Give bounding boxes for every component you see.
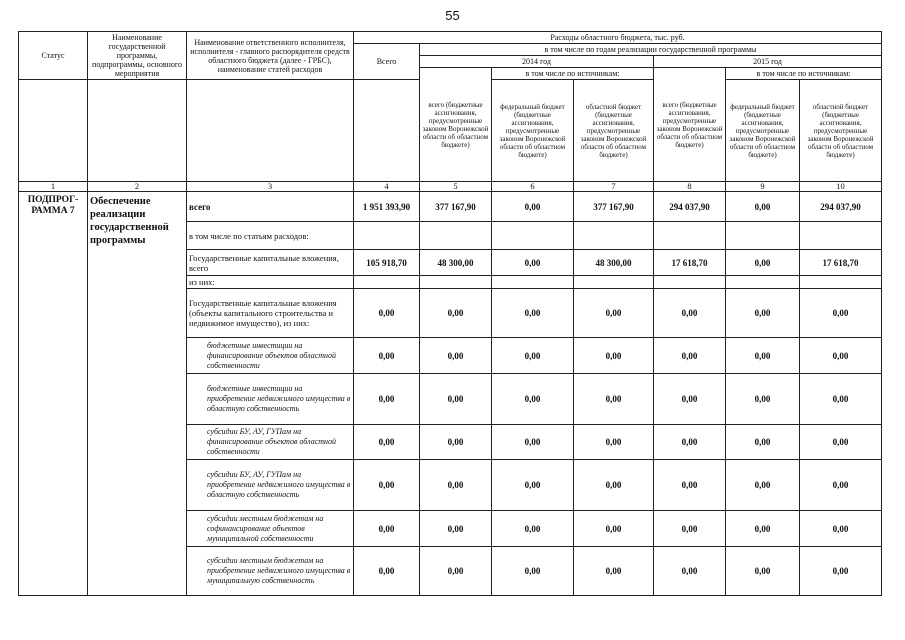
row-label: Государственные капитальные вложения (объекты капитального строительства и недвижимое имущество), из них: [187,289,354,338]
cell-value [800,276,882,289]
header-total-2015: всего (бюджетные ассигнования, предусмотренные законом Воронежской области об областном бюджете) [654,68,726,182]
header-regional-2014: областной бюджет (бюджетные ассигнования, предусмотренные законом Воронежской области об областном бюджете) [574,80,654,182]
cell-value: 0,00 [726,425,800,460]
header-year-2015: 2015 год [654,56,882,68]
row-label: субсидии местным бюджетам на приобретение недвижимого имущества в муниципальную собственность [187,547,354,596]
cell-value: 0,00 [800,374,882,425]
cell-value: 105 918,70 [354,250,420,276]
cell-value: 0,00 [354,547,420,596]
column-number: 4 [354,182,420,192]
cell-value [492,276,574,289]
row-label: в том числе по статьям расходов: [187,222,354,250]
header-by-sources-2014: в том числе по источникам: [492,68,654,80]
cell-value: 0,00 [654,289,726,338]
cell-value: 0,00 [420,511,492,547]
header-year-2014: 2014 год [420,56,654,68]
cell-value: 0,00 [654,460,726,511]
cell-value: 0,00 [420,547,492,596]
cell-value: 0,00 [354,511,420,547]
cell-value: 0,00 [726,289,800,338]
header-spacer [19,80,88,182]
row-label: Государственные капитальные вложения, всего [187,250,354,276]
header-spacer [187,80,354,182]
header-total: Всего [354,44,420,80]
cell-value: 0,00 [492,374,574,425]
header-by-years: в том числе по годам реализации государственной программы [420,44,882,56]
cell-value [726,222,800,250]
header-spacer [88,80,187,182]
cell-value: 0,00 [654,425,726,460]
header-spacer [354,80,420,182]
cell-value: 0,00 [800,547,882,596]
cell-value: 0,00 [420,338,492,374]
cell-value: 0,00 [492,338,574,374]
column-number: 1 [19,182,88,192]
cell-value: 0,00 [492,511,574,547]
cell-value: 0,00 [726,250,800,276]
cell-value: 0,00 [574,289,654,338]
cell-value: 294 037,90 [654,192,726,222]
cell-value: 0,00 [574,338,654,374]
table-row [19,192,882,222]
cell-value: 0,00 [726,374,800,425]
cell-value: 0,00 [354,460,420,511]
cell-value: 294 037,90 [800,192,882,222]
cell-value: 0,00 [726,460,800,511]
cell-value: 0,00 [354,425,420,460]
budget-table [18,31,882,596]
cell-value: 0,00 [420,460,492,511]
subprogram-status: ПОДПРОГ-РАММА 7 [19,192,88,596]
column-number: 6 [492,182,574,192]
header-program-name: Наименование государственной программы, подпрограммы, основного мероприятия [88,32,187,80]
column-number: 2 [88,182,187,192]
cell-value: 17 618,70 [654,250,726,276]
cell-value [574,222,654,250]
header-by-sources-2015: в том числе по источникам: [726,68,882,80]
cell-value: 0,00 [354,374,420,425]
cell-value: 0,00 [492,460,574,511]
cell-value: 0,00 [574,374,654,425]
cell-value: 48 300,00 [574,250,654,276]
program-name: Обеспечение реализации государственной программы [88,192,187,596]
cell-value: 0,00 [574,425,654,460]
cell-value [420,276,492,289]
cell-value: 0,00 [574,511,654,547]
cell-value: 0,00 [654,547,726,596]
cell-value: 0,00 [492,192,574,222]
page-number: 55 [445,8,460,23]
cell-value [574,276,654,289]
column-number: 5 [420,182,492,192]
column-number: 7 [574,182,654,192]
cell-value: 0,00 [492,250,574,276]
row-label: всего [187,192,354,222]
column-number: 3 [187,182,354,192]
cell-value: 0,00 [800,460,882,511]
cell-value: 0,00 [354,289,420,338]
cell-value: 0,00 [726,511,800,547]
cell-value: 0,00 [726,338,800,374]
cell-value [726,276,800,289]
column-number: 9 [726,182,800,192]
cell-value: 0,00 [420,425,492,460]
cell-value [492,222,574,250]
cell-value: 0,00 [492,425,574,460]
cell-value: 0,00 [654,374,726,425]
row-label: субсидии БУ, АУ, ГУПам на финансирование объектов областной собственности [187,425,354,460]
column-number: 10 [800,182,882,192]
cell-value [354,222,420,250]
cell-value: 0,00 [654,338,726,374]
cell-value: 377 167,90 [420,192,492,222]
cell-value: 377 167,90 [574,192,654,222]
header-federal-2014: федеральный бюджет (бюджетные ассигнования, предусмотренные законом Воронежской области об областном бюджете) [492,80,574,182]
header-status: Статус [19,32,88,80]
cell-value [354,276,420,289]
cell-value: 0,00 [654,511,726,547]
cell-value: 0,00 [800,511,882,547]
header-federal-2015: федеральный бюджет (бюджетные ассигнования, предусмотренные законом Воронежской области об областном бюджете) [726,80,800,182]
row-label: из них: [187,276,354,289]
cell-value: 0,00 [800,425,882,460]
cell-value: 0,00 [800,289,882,338]
cell-value: 0,00 [492,547,574,596]
header-expenses: Расходы областного бюджета, тыс. руб. [354,32,882,44]
cell-value: 0,00 [492,289,574,338]
column-number-row [19,182,882,192]
cell-value: 17 618,70 [800,250,882,276]
cell-value: 0,00 [420,289,492,338]
header-executor: Наименование ответственного исполнителя, исполнителя - главного распорядителя средств областного бюджета (далее - ГРБС), наименование статей расходов [187,32,354,80]
cell-value [420,222,492,250]
cell-value: 48 300,00 [420,250,492,276]
cell-value [654,222,726,250]
row-label: бюджетные инвестиции на приобретение недвижимого имущества в областную собственность [187,374,354,425]
cell-value: 0,00 [354,338,420,374]
cell-value: 0,00 [726,547,800,596]
cell-value: 0,00 [800,338,882,374]
cell-value: 0,00 [420,374,492,425]
cell-value: 0,00 [726,192,800,222]
row-label: субсидии местным бюджетам на софинансирование объектов муниципальной собственности [187,511,354,547]
column-number: 8 [654,182,726,192]
cell-value: 0,00 [574,460,654,511]
cell-value [800,222,882,250]
cell-value: 0,00 [574,547,654,596]
cell-value [654,276,726,289]
header-regional-2015: областной бюджет (бюджетные ассигнования, предусмотренные законом Воронежской области об областном бюджете) [800,80,882,182]
cell-value: 1 951 393,90 [354,192,420,222]
row-label: субсидии БУ, АУ, ГУПам на приобретение недвижимого имущества в областную собственность [187,460,354,511]
row-label: бюджетные инвестиции на финансирование объектов областной собственности [187,338,354,374]
header-total-2014: всего (бюджетные ассигнования, предусмотренные законом Воронежской области об областном бюджете) [420,68,492,182]
